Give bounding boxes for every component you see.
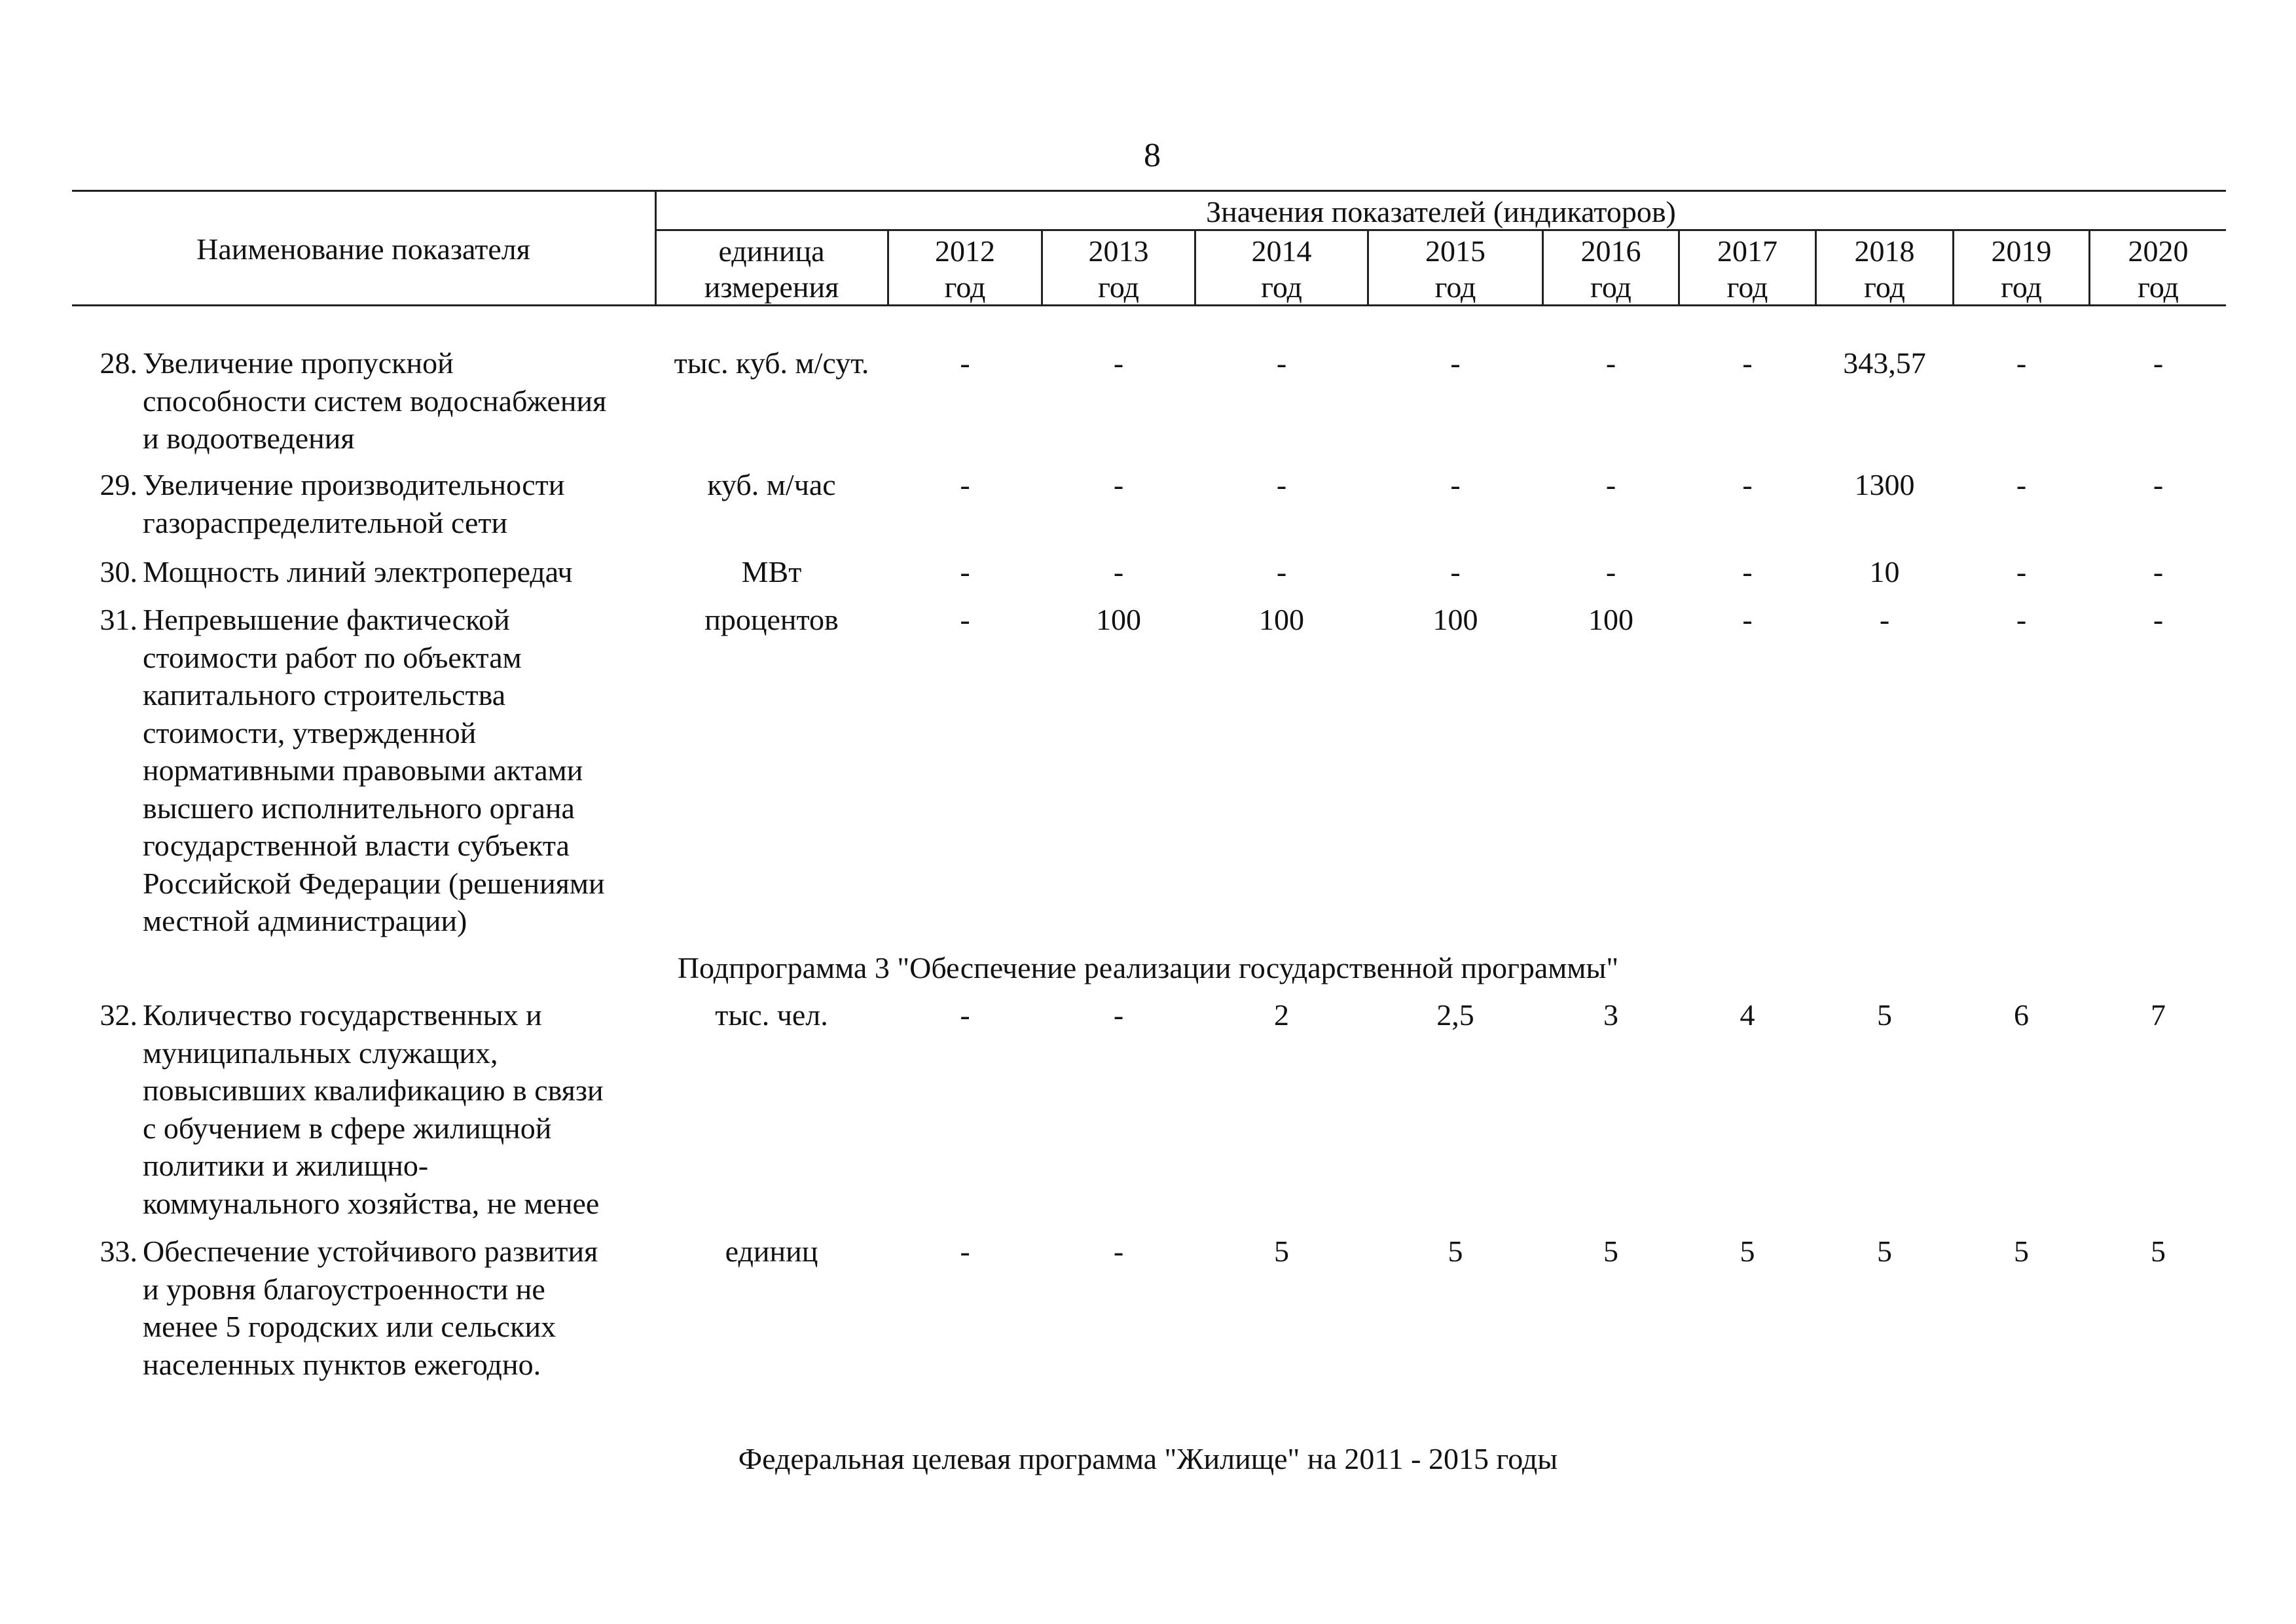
value-2013: - — [1113, 468, 1124, 501]
header-year-suffix: год — [944, 270, 986, 304]
indicator-name: Обеспечение устойчивого развития и уровня благоустроенности не менее 5 городских или сельских населенных пунктов ежегодно. — [143, 1235, 598, 1381]
header-year-2016: 2016 — [1580, 234, 1641, 268]
value-2019: 6 — [2014, 998, 2029, 1032]
unit-cell: тыс. чел. — [715, 998, 828, 1032]
header-year-suffix: год — [1098, 270, 1139, 304]
value-2017: - — [1742, 346, 1753, 380]
value-2018: 343,57 — [1843, 346, 1926, 380]
value-2018: 1300 — [1854, 468, 1915, 501]
unit-cell: процентов — [704, 603, 839, 636]
value-2012: - — [960, 603, 970, 636]
value-2014: - — [1276, 555, 1287, 588]
value-2016: 5 — [1603, 1235, 1618, 1268]
value-2013: - — [1113, 555, 1124, 588]
subprogram-title: Подпрограмма 3 "Обеспечение реализации государственной программы" — [677, 951, 1619, 984]
value-2014: 100 — [1259, 603, 1304, 636]
value-2019: - — [2016, 346, 2027, 380]
value-2013: 100 — [1096, 603, 1141, 636]
value-2014: - — [1276, 346, 1287, 380]
value-2019: - — [2016, 603, 2027, 636]
header-year-2019: 2019 — [1991, 234, 2052, 268]
value-2019: - — [2016, 468, 2027, 501]
indicator-name: Непревышение фактической стоимости работ по объектам капитального строительства стоимости, утвержденной нормативными правовыми актами высшего исполнительного органа государственной власти субъекта Российской Федерации (решениями местной администрации) — [143, 603, 605, 937]
value-2012: - — [960, 346, 970, 380]
value-2015: 100 — [1432, 603, 1478, 636]
value-2012: - — [960, 468, 970, 501]
value-2015: - — [1450, 346, 1461, 380]
value-2019: 5 — [2014, 1235, 2029, 1268]
value-2017: - — [1742, 468, 1753, 501]
unit-cell: тыс. куб. м/сут. — [674, 346, 869, 380]
row-number: 28. — [100, 346, 137, 380]
value-2015: - — [1450, 468, 1461, 501]
row-number: 32. — [100, 998, 137, 1032]
header-year-suffix: год — [1726, 270, 1768, 304]
value-2015: 2,5 — [1436, 998, 1474, 1032]
indicator-name: Увеличение производительности газораспределительной сети — [143, 468, 565, 539]
value-2018: 10 — [1869, 555, 1900, 588]
indicator-name: Мощность линий электропередач — [143, 555, 573, 588]
value-2017: 4 — [1740, 998, 1755, 1032]
unit-cell: куб. м/час — [707, 468, 836, 501]
value-2017: 5 — [1740, 1235, 1755, 1268]
value-2017: - — [1742, 603, 1753, 636]
row-number: 29. — [100, 468, 137, 501]
header-values-group: Значения показателей (индикаторов) — [1206, 195, 1676, 228]
value-2016: - — [1605, 468, 1616, 501]
value-2013: - — [1113, 1235, 1124, 1268]
header-year-suffix: год — [1864, 270, 1905, 304]
value-2012: - — [960, 555, 970, 588]
value-2016: - — [1605, 555, 1616, 588]
unit-cell: МВт — [741, 555, 802, 588]
row-number: 33. — [100, 1235, 137, 1268]
header-year-2017: 2017 — [1717, 234, 1777, 268]
value-2014: 2 — [1274, 998, 1289, 1032]
value-2020: - — [2153, 468, 2164, 501]
value-2020: - — [2153, 346, 2164, 380]
value-2016: - — [1605, 346, 1616, 380]
value-2018: - — [1879, 603, 1890, 636]
header-indicator-name: Наименование показателя — [196, 232, 530, 266]
next-section-title: Федеральная целевая программа "Жилище" на 2011 - 2015 годы — [738, 1442, 1558, 1475]
header-year-2020: 2020 — [2128, 234, 2189, 268]
value-2020: 7 — [2151, 998, 2166, 1032]
value-2016: 100 — [1588, 603, 1633, 636]
header-year-2014: 2014 — [1251, 234, 1312, 268]
value-2012: - — [960, 998, 970, 1032]
value-2015: - — [1450, 555, 1461, 588]
header-year-2013: 2013 — [1088, 234, 1149, 268]
header-year-suffix: год — [2001, 270, 2042, 304]
header-unit-line1: единица — [718, 234, 825, 268]
value-2012: - — [960, 1235, 970, 1268]
indicator-name: Увеличение пропускной способности систем водоснабжения и водоотведения — [143, 346, 607, 455]
value-2015: 5 — [1448, 1235, 1463, 1268]
value-2020: 5 — [2151, 1235, 2166, 1268]
header-year-suffix: год — [1434, 270, 1476, 304]
header-year-suffix: год — [1261, 270, 1302, 304]
table-top-rule — [72, 190, 2226, 192]
value-2013: - — [1113, 998, 1124, 1032]
value-2020: - — [2153, 555, 2164, 588]
page-number: 8 — [1144, 137, 1161, 174]
indicator-name: Количество государственных и муниципальных служащих, повысивших квалификацию в связи с обучением в сфере жилищной политики и жилищно- коммунального хозяйства, не менее — [143, 998, 604, 1220]
unit-cell: единиц — [725, 1235, 818, 1268]
header-year-2012: 2012 — [935, 234, 995, 268]
value-2014: 5 — [1274, 1235, 1289, 1268]
header-year-suffix: год — [1590, 270, 1631, 304]
value-2018: 5 — [1877, 1235, 1892, 1268]
header-year-2018: 2018 — [1854, 234, 1915, 268]
value-2017: - — [1742, 555, 1753, 588]
row-number: 30. — [100, 555, 137, 588]
value-2016: 3 — [1603, 998, 1618, 1032]
value-2020: - — [2153, 603, 2164, 636]
value-2018: 5 — [1877, 998, 1892, 1032]
header-year-suffix: год — [2138, 270, 2179, 304]
value-2013: - — [1113, 346, 1124, 380]
header-year-2015: 2015 — [1425, 234, 1485, 268]
value-2014: - — [1276, 468, 1287, 501]
header-unit-line2: измерения — [704, 270, 839, 304]
value-2019: - — [2016, 555, 2027, 588]
row-number: 31. — [100, 603, 137, 636]
